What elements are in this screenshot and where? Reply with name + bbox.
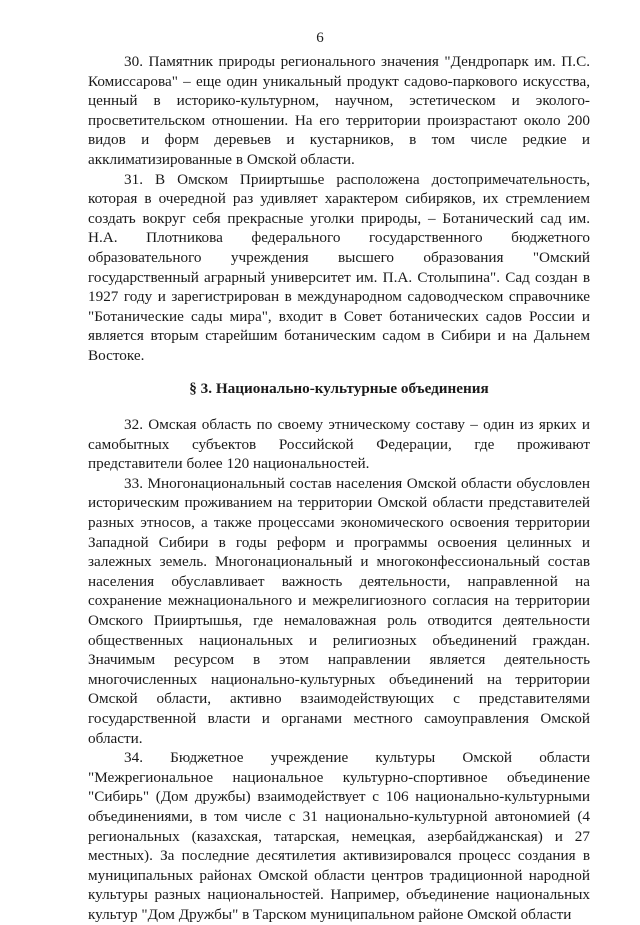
paragraph-32: 32. Омская область по своему этническому составу – один из ярких и самобытных субъектов Российской Федерации, где проживают представители более 120 национальностей. [88,416,590,473]
paragraph-34: 34. Бюджетное учреждение культуры Омской области "Межрегиональное национальное культурно-спортивное объединение "Сибирь" (Дом дружбы) взаимодействует с 106 национально-культурными объединениями, в том числе с 31 национально-культурной автономией (4 региональных (казахская, татарская, немецкая, азербайджанская) и 27 местных). За последние десятилетия активизировался процесс создания в муниципальных районах Омской области центров традиционной народной культуры разных национальностей. Например, объединение национальных культур "Дом Дружбы" в Тарском муниципальном районе Омской области [88,749,590,923]
paragraph-31: 31. В Омском Прииртышье расположена достопримечательность, которая в очередной раз удивляет характером сибиряков, их стремлением создать вокруг себя прекрасные уголки природы, – Ботанический сад им. Н.А. Плотникова федерального государственного бюджетного образовательного учреждения высшего образования "Омский государственный аграрный университет им. П.А. Столыпина". Сад создан в 1927 году и зарегистрирован в международном садоводческом справочнике "Ботанические сады мира", входит в Совет ботанических садов России и является вторым старейшим ботаническим садом в Сибири и на Дальнем Востоке. [88,170,590,364]
paragraph-30: 30. Памятник природы регионального значения "Дендропарк им. П.С. Комиссарова" – еще один уникальный продукт садово-паркового искусства, ценный в историко-культурном, научном, эстетическом и эколого-просветительском отношении. На его территории произрастают около 200 видов и форм деревьев и кустарников, в том числе редкие и акклиматизированные в Омской области. [88,53,590,168]
document-body [88,52,590,925]
section-heading: § 3. Национально-культурные объединения [189,379,489,397]
paragraph-33: 33. Многонациональный состав населения Омской области обусловлен историческим проживанием на территории Омской области представителей разных этносов, а также процессами экономического освоения территории Западной Сибири в годы реформ и программы освоения целинных и залежных земель. Многонациональный и многоконфессиональный состав населения обуславливает важность деятельности, направленной на сохранение межнационального и межрелигиозного согласия на территории Омского Прииртышья, где немаловажная роль отводится деятельности общественных национальных и религиозных объединений граждан. Значимым ресурсом в этом направлении является деятельность многочисленных национально-культурных объединений на территории Омской области, активно взаимодействующих с представителями государственной власти и органами местного самоуправления Омской области. [88,474,590,747]
page-number: 6 [316,30,324,46]
